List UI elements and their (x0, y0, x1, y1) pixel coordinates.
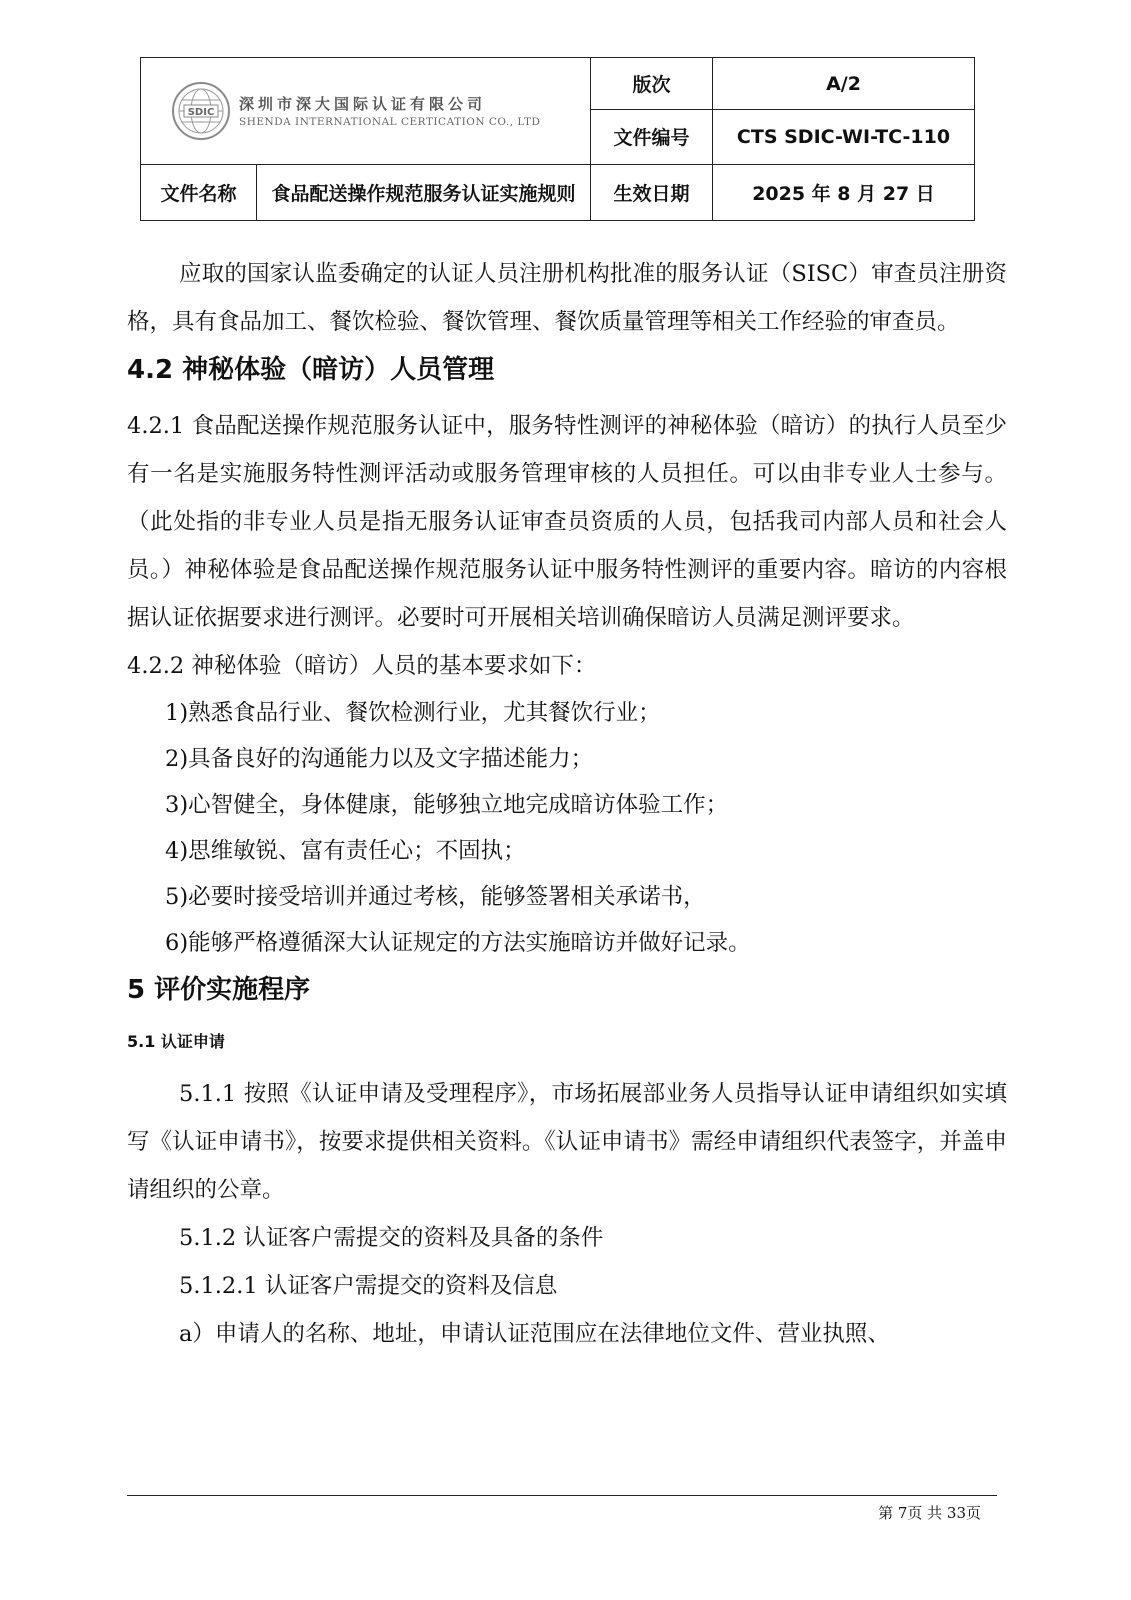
heading-4-2: 4.2 神秘体验（暗访）人员管理 (127, 355, 495, 385)
list-item: 3)心智健全，身体健康，能够独立地完成暗访体验工作； (165, 792, 729, 818)
document-body (127, 250, 1007, 1358)
company-logo-cell (141, 58, 591, 165)
footer-divider (127, 1495, 997, 1496)
company-name-cn: 深圳市深大国际认证有限公司 (239, 95, 487, 114)
paragraph-auditor-qualification: 应取的国家认监委确定的认证人员注册机构批准的服务认证（SISC）审查员注册资格，具有食品加工、餐饮检验、餐饮管理、餐饮质量管理等相关工作经验的审查员。 (127, 261, 1007, 335)
list-item: 2)具备良好的沟通能力以及文字描述能力； (165, 746, 594, 772)
date-value: 2025 年 8 月 27 日 (713, 164, 975, 220)
company-name-en: SHENDA INTERNATIONAL CERTICATION CO., LTD (239, 116, 541, 129)
page-number: 第 7页 共 33页 (878, 1504, 981, 1522)
document-header-table (140, 57, 975, 221)
version-value: A/2 (713, 58, 975, 110)
heading-5: 5 评价实施程序 (127, 975, 311, 1005)
docno-label: 文件编号 (591, 110, 713, 164)
svg-text:SDIC: SDIC (187, 106, 215, 118)
sdic-logo-icon (171, 81, 231, 141)
list-item: 6)能够严格遵循深大认证规定的方法实施暗访并做好记录。 (165, 930, 751, 956)
paragraph-5-1-1: 5.1.1 按照《认证申请及受理程序》，市场拓展部业务人员指导认证申请组织如实填写《认证申请书》，按要求提供相关资料。《认证申请书》需经申请组织代表签字，并盖申请组织的公章。 (127, 1081, 1007, 1203)
paragraph-5-1-2: 5.1.2 认证客户需提交的资料及具备的条件 (179, 1225, 604, 1251)
paragraph-4-2-2: 4.2.2 神秘体验（暗访）人员的基本要求如下： (127, 653, 597, 679)
list-item: 4)思维敏锐、富有责任心；不固执； (165, 838, 526, 864)
heading-5-1: 5.1 认证申请 (127, 1032, 225, 1051)
paragraph-item-a: a）申请人的名称、地址，申请认证范围应在法律地位文件、营业执照、 (179, 1321, 890, 1347)
date-label: 生效日期 (591, 164, 713, 220)
list-item: 1)熟悉食品行业、餐饮检测行业，尤其餐饮行业； (165, 700, 661, 726)
docname-label: 文件名称 (141, 164, 257, 220)
paragraph-4-2-1: 4.2.1 食品配送操作规范服务认证中，服务特性测评的神秘体验（暗访）的执行人员至少有一名是实施服务特性测评活动或服务管理审核的人员担任。可以由非专业人士参与。（此处指的非专业人员是指无服务认证审查员资质的人员，包括我司内部人员和社会人员。）神秘体验是食品配送操作规范服务认证中服务特性测评的重要内容。暗访的内容根据认证依据要求进行测评。必要时可开展相关培训确保暗访人员满足测评要求。 (127, 413, 1007, 631)
version-label: 版次 (591, 58, 713, 110)
docno-value: CTS SDIC-WI-TC-110 (713, 110, 975, 164)
list-item: 5)必要时接受培训并通过考核，能够签署相关承诺书， (165, 884, 706, 910)
docname-value: 食品配送操作规范服务认证实施规则 (257, 164, 591, 220)
paragraph-5-1-2-1: 5.1.2.1 认证客户需提交的资料及信息 (179, 1273, 558, 1299)
